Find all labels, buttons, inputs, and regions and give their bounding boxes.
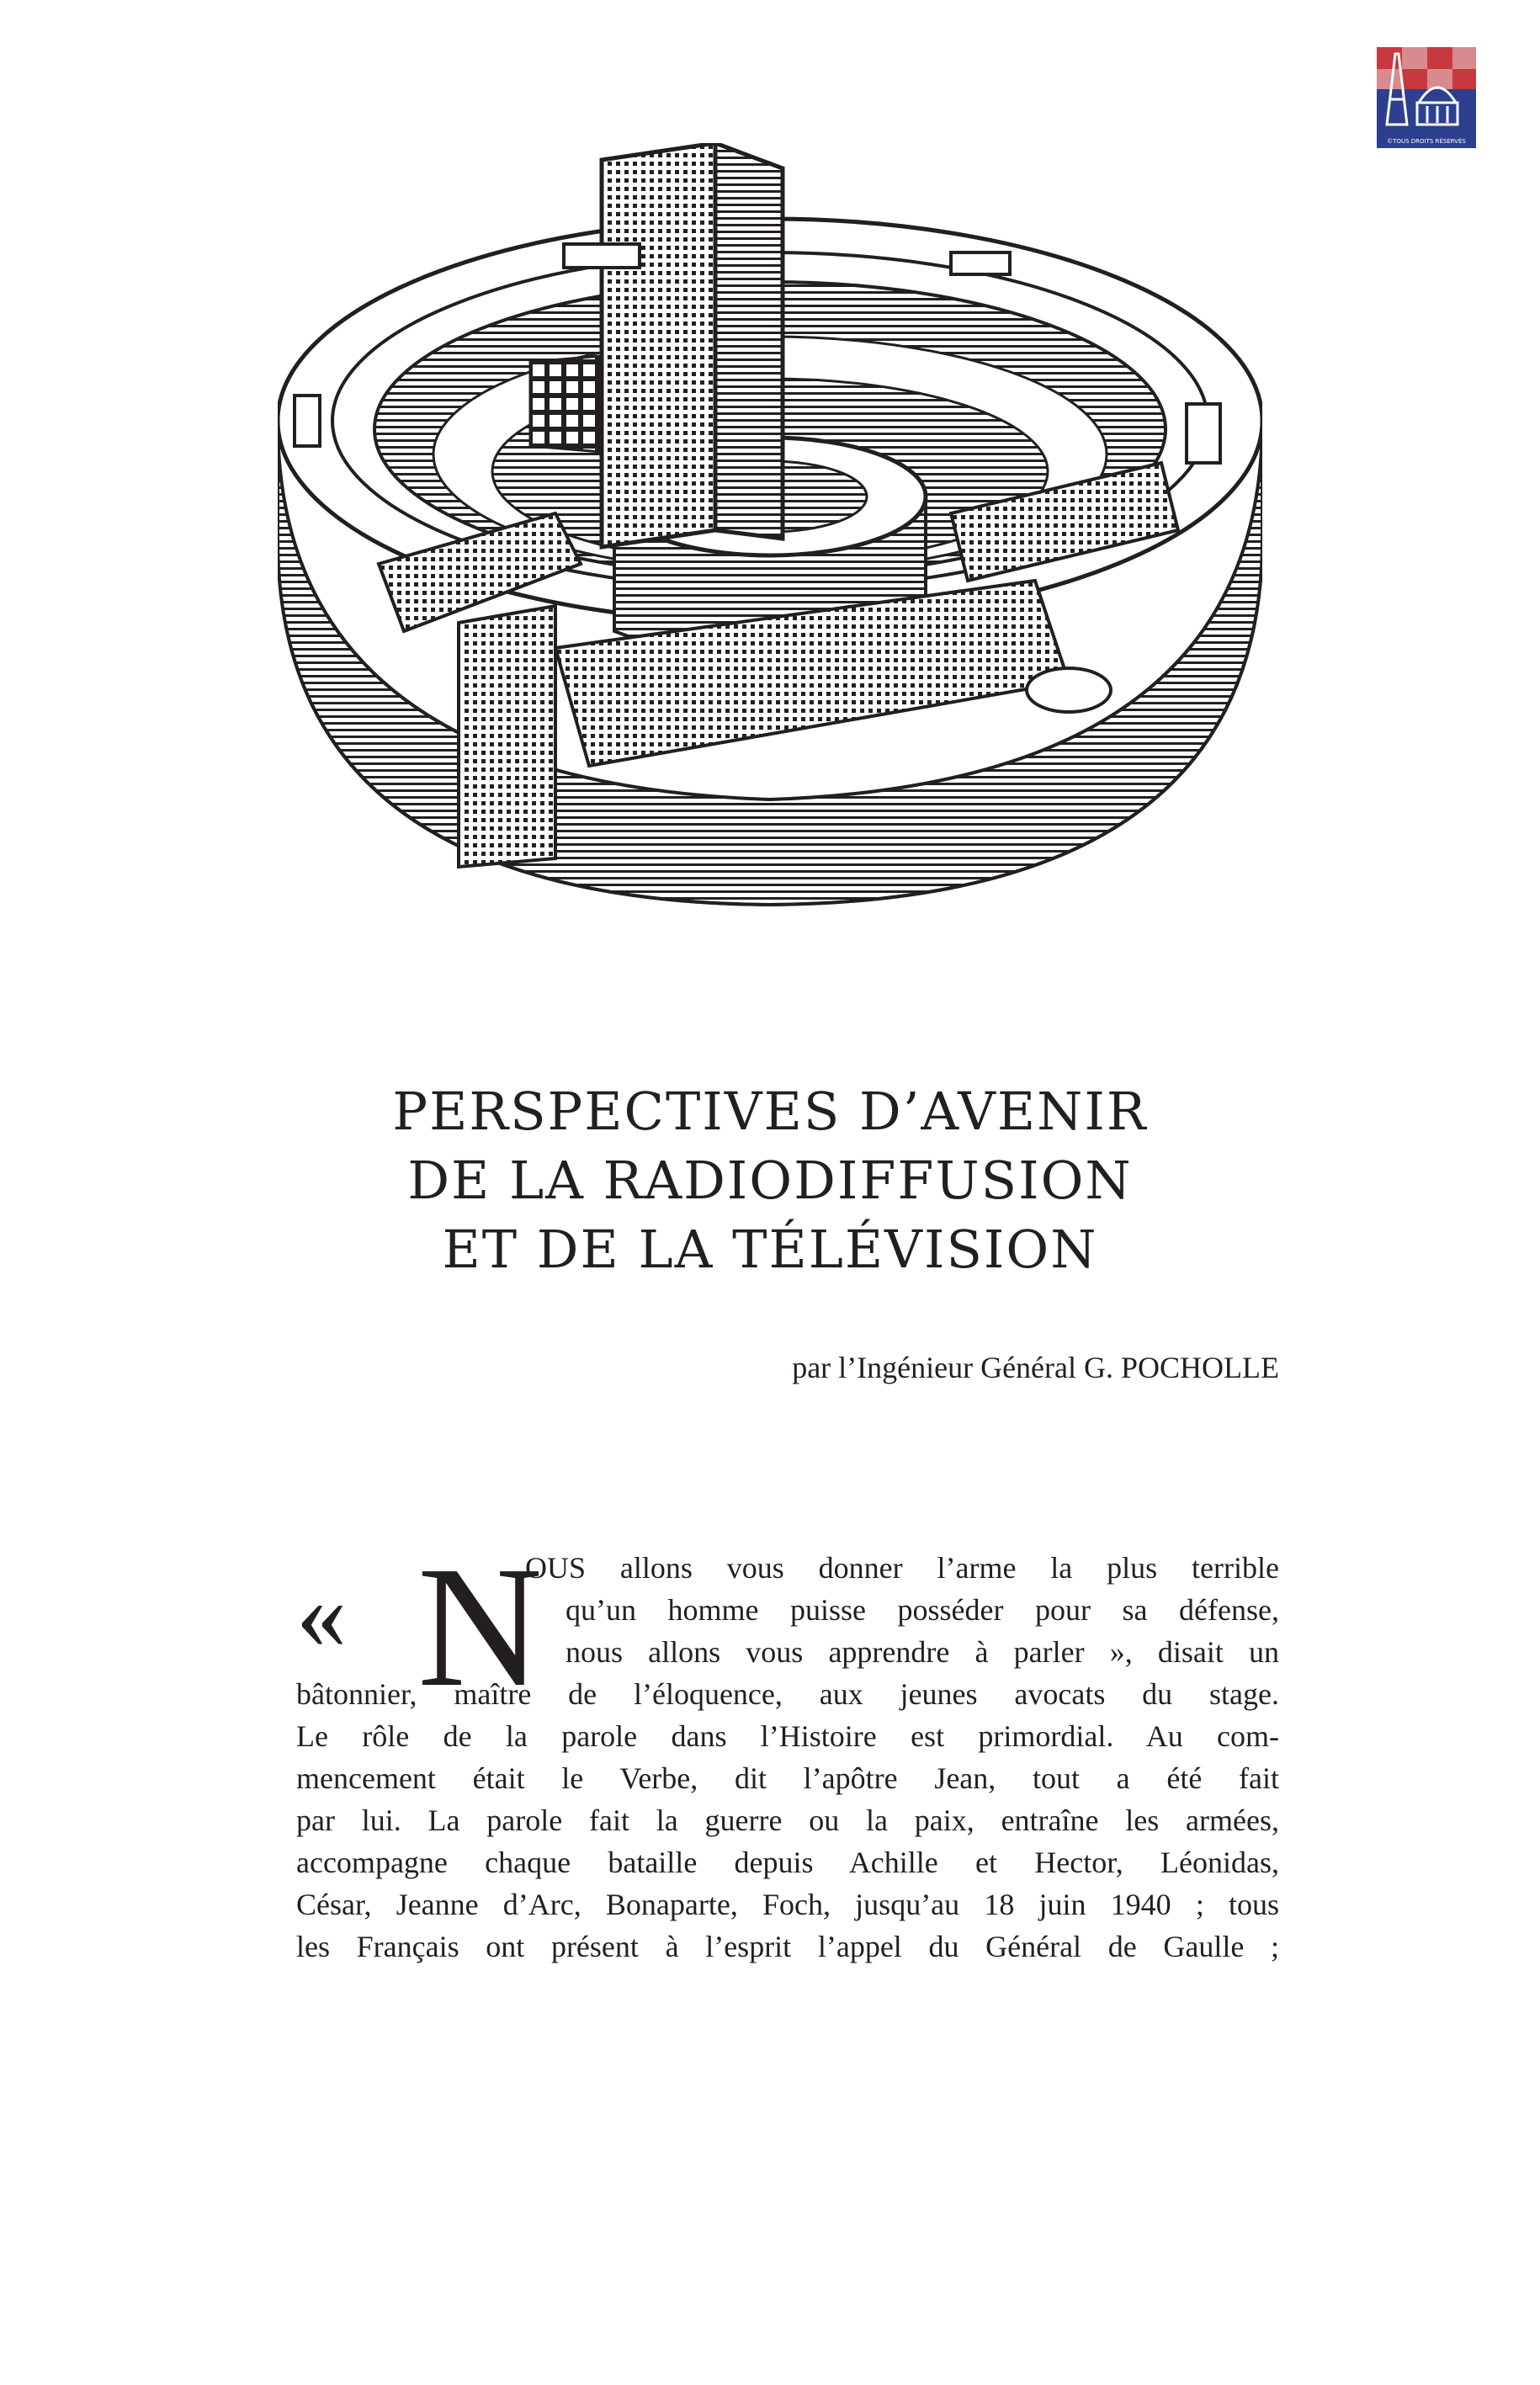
author-byline: par l’Ingénieur Général G. POCHOLLE bbox=[792, 1351, 1279, 1384]
body-line: accompagne chaque bataille depuis Achille et Hector, Léonidas, bbox=[296, 1846, 1279, 1879]
title-line-1: PERSPECTIVES D’AVENIR bbox=[392, 1081, 1148, 1142]
body-line: bâtonnier, maître de l’éloquence, aux jeunes avocats du stage. bbox=[296, 1677, 1279, 1711]
building-illustration bbox=[278, 143, 1262, 909]
article-title bbox=[252, 1077, 1288, 1284]
dropcap-letter: N bbox=[417, 1530, 543, 1723]
title-line-2: DE LA RADIODIFFUSION bbox=[407, 1150, 1133, 1211]
body-line: mencement était le Verbe, dit l’apôtre Jean, tout a été fait bbox=[296, 1761, 1279, 1795]
copyright-logo bbox=[1377, 47, 1476, 148]
title-line-3: ET DE LA TÉLÉVISION bbox=[442, 1219, 1098, 1280]
body-line: qu’un homme puisse posséder pour sa défense, bbox=[566, 1593, 1279, 1627]
body-line: les Français ont présent à l’esprit l’appel du Général de Gaulle ; bbox=[296, 1930, 1279, 1963]
body-line: Le rôle de la parole dans l’Histoire est primordial. Au com- bbox=[296, 1719, 1279, 1753]
article-body bbox=[296, 1530, 1279, 1968]
monument-logo-icon bbox=[1377, 47, 1476, 148]
body-line: nous allons vous apprendre à parler », disait un bbox=[566, 1635, 1279, 1669]
body-line: par lui. La parole fait la guerre ou la paix, entraîne les armées, bbox=[296, 1803, 1279, 1837]
logo-caption: ©TOUS DROITS RÉSERVÉS bbox=[1387, 138, 1466, 145]
body-line: César, Jeanne d’Arc, Bonaparte, Foch, jusqu’au 18 juin 1940 ; tous bbox=[296, 1888, 1279, 1921]
dropcap-quote: « bbox=[296, 1558, 347, 1670]
body-line: OUS allons vous donner l’arme la plus terrible bbox=[525, 1551, 1279, 1585]
circular-building-engraving-icon bbox=[278, 143, 1262, 909]
